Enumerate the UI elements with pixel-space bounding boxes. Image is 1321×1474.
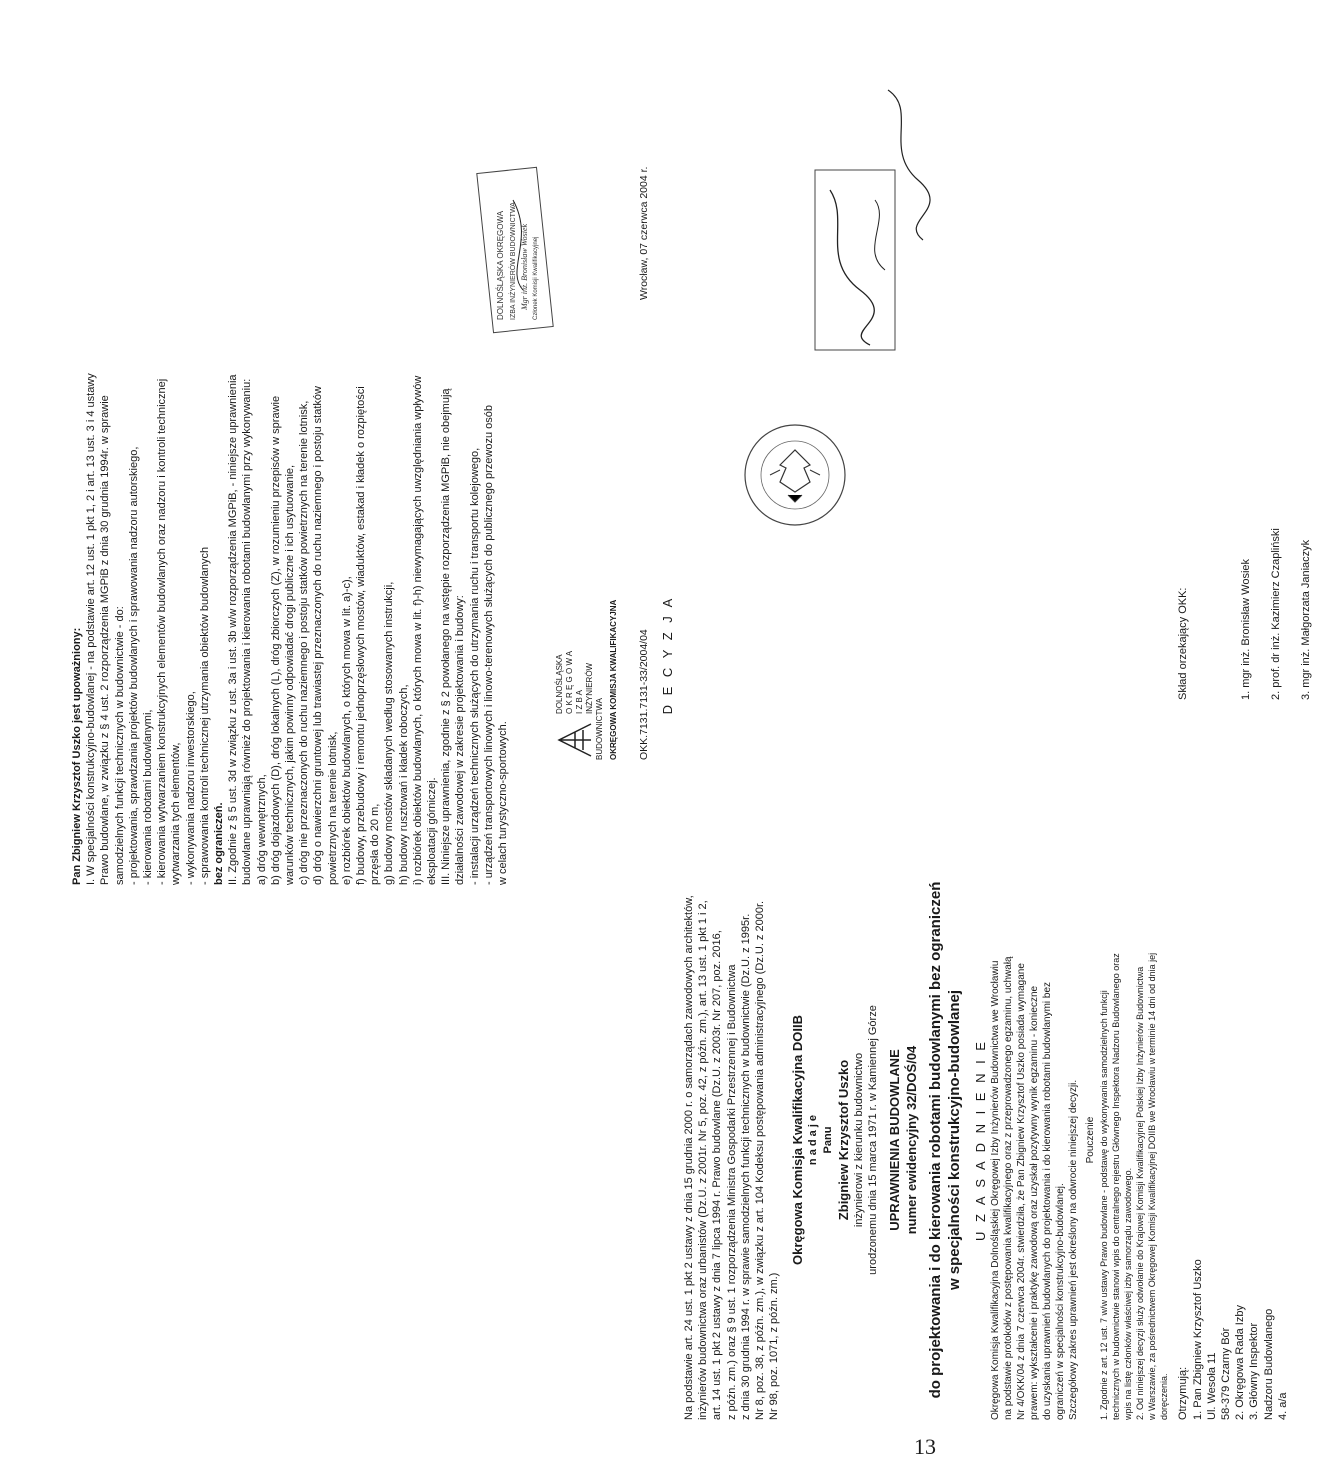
recipient-line: Nadzoru Budowlanego xyxy=(1262,1308,1275,1420)
eagle-seal-icon xyxy=(740,420,850,530)
person-birth: urodzonemu dnia 15 marca 1971 r. w Kamiennej Górze xyxy=(867,1005,880,1275)
scope-line: bez ograniczeń. xyxy=(213,802,226,885)
scope-line: - wykonywania nadzoru inwestorskiego, xyxy=(184,691,197,885)
scope-line: II. Zgodnie z § 5 ust. 3d w związku z ust. 3a i ust. 3b w/w rozporządzenia MGPiB, - niniejsze uprawnienia xyxy=(227,374,240,885)
scope-line: eksploatacji górniczej. xyxy=(426,777,439,885)
justification-line: prawem: wykształcenie i praktykę zawodową oraz uzyskał pozytywny wynik egzaminu - konieczne xyxy=(1029,985,1041,1420)
logo-text-1: DOLNOŚLĄSKA xyxy=(555,654,564,714)
justification-line: Okręgowa Komisja Kwalifikacyjna Dolnośląskiej Okręgowej Izby Inżynierów Budownictwa we Wrocławiu xyxy=(990,960,1002,1420)
person-title: inżynierowi z kierunku budownictwo xyxy=(852,1052,865,1228)
instruction-line: 1. Zgodnie z art. 12 ust. 7 w/w ustawy Prawo budowlane - podstawę do wykonywania samodzielnych funkcji xyxy=(1099,990,1110,1420)
legal-basis-line: Nr 8, poz. 38, z późn. zm.), w związku z art. 104 Kodeksu postępowania administracyjnego (Dz.U. z 2000r. xyxy=(754,900,767,1420)
recipient-line: 3. Główny Inspektor xyxy=(1248,1322,1261,1420)
commission-line: OKRĘGOWA KOMISJA KWALIFIKACYJNA xyxy=(609,599,618,760)
recipients-list xyxy=(1191,1259,1290,1420)
recipient-line: Ul. Wesoła 11 xyxy=(1205,1352,1218,1420)
scope-line: powietrznych na terenie lotnisk, xyxy=(326,731,339,885)
round-stamp-left xyxy=(480,165,550,335)
legal-basis-line: inżynierów budownictwa oraz urbanistów (Dz.U. z 2001r. Nr 5, poz. 42, z późn. zm.), art. 13 ust. 1 pkt 1 i 2, xyxy=(697,900,710,1420)
scope-line: w celach turystyczno-sportowych. xyxy=(497,721,510,885)
scope-line: - sprawowania kontroli technicznej utrzymania obiektów budowlanych xyxy=(198,546,211,885)
signature-marks xyxy=(878,70,938,250)
scope-line: b) dróg dojazdowych (D), dróg lokalnych (L), dróg zbiorczych (Z), w rozumieniu przepisów w sprawie xyxy=(269,395,282,885)
scope-line: warunków technicznych, jakim powinny odpowiadać drogi publiczne i ich usytuowanie, xyxy=(284,464,297,885)
justification-text xyxy=(989,90,1080,1420)
scope-line: Prawo budowlane, w związku z § 4 ust. 2 rozporządzenia MGPiB z dnia 30 grudnia 1994r. w sprawie xyxy=(99,395,112,885)
scope-line: f) budowy, przebudowy i remontu jednoprzęsłowych mostów, wiaduktów, estakad i kładek o rozpiętości xyxy=(355,386,368,885)
scope-line: d) dróg o nawierzchni gruntowej lub trawiastej przeznaczonych do ruchu naziemnego i postoju statków xyxy=(312,386,325,885)
scope-line: budowlane uprawniają również do projektowania i kierowania robotami budowlanymi przy wykonywaniu: xyxy=(241,378,254,885)
legal-basis-line: Na podstawie art. 24 ust. 1 pkt 2 ustawy z dnia 15 grudnia 2000 r. o samorządach zawodowych architektów, xyxy=(683,895,695,1420)
logo-text-3: I Z B A xyxy=(575,689,584,714)
instruction-line: wpis na listę członków właściwej izby samorządu zawodowego. xyxy=(1123,1167,1134,1420)
person-name: Zbigniew Krzysztof Uszko xyxy=(835,1059,851,1221)
reference-number: OKK.7131.7131-33/2004/04 xyxy=(638,629,650,760)
recipient-line: 58-379 Czarny Bór xyxy=(1220,1327,1233,1420)
justification-title: U Z A S A D N I E N I E xyxy=(973,1039,989,1241)
instruction-line: 2. Od niniejszej decyzji służy odwołanie do Krajowej Komisji Kwalifikacyjnej Polskiej Izby Inżynierów Budownictwa xyxy=(1135,966,1146,1420)
recipient-line: 1. Pan Zbigniew Krzysztof Uszko xyxy=(1191,1259,1204,1420)
scope-column xyxy=(70,95,550,885)
scope-line: - kierowania wytwarzaniem konstrukcyjnych elementów budowlanych oraz nadzoru i kontroli technicznej xyxy=(156,378,169,885)
legal-basis-line: z późn. zm.) oraz § 9 ust. 1 rozporządzenia Ministra Gospodarki Przestrzennej i Budownictwa xyxy=(725,964,738,1420)
scope-line: g) budowy mostów składanych według stosowanych instrukcji, xyxy=(383,581,396,885)
legal-basis-line: Nr 98, poz. 1071, z późn. zm.) xyxy=(768,1272,781,1420)
scope-line: h) budowy rusztowań i kładek roboczych, xyxy=(397,684,410,885)
izba-logo-icon xyxy=(555,720,595,760)
scope-line: działalności zawodowej w zakresie projektowania i budowy: xyxy=(454,595,467,885)
stamp-line-2: IZBA INŻYNIERÓW BUDOWNICTWA xyxy=(510,202,517,320)
recipient-line: 2. Okręgowa Rada Izby xyxy=(1234,1305,1247,1420)
justification-line: do uzyskania uprawnień budowlanych do projektowania i do kierowania robotami budowlanymi bez xyxy=(1042,981,1054,1420)
logo-text-2: O K R Ę G O W A xyxy=(565,650,574,714)
panel-title: Skład orzekający OKK: xyxy=(1177,587,1190,700)
page-number: 13 xyxy=(914,1434,936,1459)
justification-line: ograniczeń w specjalności konstrukcyjno-budowlanej. xyxy=(1055,1183,1067,1420)
legal-basis-line: z dnia 30 grudnia 1994 r. w sprawie samodzielnych funkcji technicznych w budownictwie (Dz.U. z 1995r. xyxy=(739,913,752,1420)
panel-members xyxy=(1231,528,1321,700)
decision-title: D E C Y Z J A xyxy=(660,595,675,715)
place-date: Wrocław, 07 czerwca 2004 r. xyxy=(638,166,650,300)
grant-verb: n a d a j e xyxy=(807,1114,820,1166)
scope-line: - urządzeń transportowych linowych i linowo-terenowych służących do publicznego przewozu osób xyxy=(482,405,495,885)
recipient-line: 4. a/a xyxy=(1276,1392,1289,1420)
permit-scope-1: do projektowania i do kierowania robotami budowlanymi bez ograniczeń xyxy=(927,881,945,1399)
permit-number: numer ewidencyjny 32/DOŚ/04 xyxy=(904,1045,920,1235)
instruction-line: w Warszawie, za pośrednictwem Okręgowej Komisji Kwalifikacyjnej DOIIB we Wrocławiu w terminie 14 dni od dnia jej xyxy=(1147,952,1158,1420)
stamp-line-1: DOLNOŚLĄSKA OKRĘGOWA xyxy=(496,210,505,320)
permit-title: UPRAWNIENIA BUDOWLANE xyxy=(887,1049,903,1231)
scope-line: samodzielnych funkcji technicznych w budownictwie - do: xyxy=(113,606,126,885)
justification-line: Nr 4/OKK/04 z dnia 7 czerwca 2004r. stwierdziła, że Pan Zbigniew Krzysztof Uszko posiada wymagane xyxy=(1016,963,1028,1420)
permit-scope-2: w specjalności konstrukcyjno-budowlanej xyxy=(946,989,964,1291)
instruction-line: doręczenia. xyxy=(1159,1373,1170,1420)
instructions-text xyxy=(1098,90,1170,1420)
logo-text-5: BUDOWNICTWA xyxy=(595,698,604,760)
panel-member: 1. mgr inż. Bronisław Wosiek xyxy=(1239,558,1252,700)
recipients-title: Otrzymują: xyxy=(1177,1366,1190,1420)
panel-member: 2. prof. dr inż. Kazimierz Czapliński xyxy=(1269,528,1282,700)
logo-block xyxy=(555,520,621,760)
scope-line: c) dróg nie przeznaczonych do ruchu naziemnego i postoju statków powietrznych na terenie lotnisk, xyxy=(298,400,311,885)
justification-line: na podstawie protokołów z postępowania kwalifikacyjnego oraz z przeprowadzonego egzaminu, uchwałą xyxy=(1003,956,1015,1420)
grant-to: Panu xyxy=(821,1126,834,1154)
scope-heading: Pan Zbigniew Krzysztof Uszko jest upoważniony: xyxy=(71,627,83,885)
scope-line: - instalacji urządzeń technicznych służących do utrzymania ruchu i transportu kolejowego, xyxy=(468,447,481,885)
scope-line: - kierowania robotami budowlanymi, xyxy=(142,709,155,885)
legal-basis xyxy=(682,90,781,1420)
legal-basis-line: art. 14 ust. 1 pkt 2 ustawy z dnia 7 lipca 1994 r. Prawo budowlane (Dz.U. z 2003r. Nr 207, poz. 2016, xyxy=(711,930,724,1420)
scope-line: wytwarzania tych elementów, xyxy=(170,742,183,885)
scope-line: przęsła do 20 m, xyxy=(369,803,382,885)
rotated-document xyxy=(40,40,1312,1420)
panel-member: 3. mgr inż. Małgorzata Janiaczyk xyxy=(1299,539,1312,700)
justification-line: Szczegółowy zakres uprawnień jest określony na odwrocie niniejszej decyzji. xyxy=(1068,1079,1080,1420)
scope-line: III. Niniejsze uprawnienia, zgodnie z § 2 powołanego na wstępie rozporządzenia MGPiB, nie obejmują xyxy=(440,388,453,885)
scope-line: - projektowania, sprawdzania projektów budowlanych i sprawowania nadzoru autorskiego, xyxy=(127,446,140,885)
scope-line: i) rozbiórek obiektów budowlanych, o których mowa w lit. f)-h) niewymagających uwzględniania wpływów xyxy=(411,375,424,885)
stamp-line-3: Mgr inż. Bronisław Wosiek xyxy=(520,223,529,310)
instruction-line: technicznych w budownictwie stanowi wpis do centralnego rejestru Głównego Inspektora Nadzoru Budowlanego oraz xyxy=(1111,953,1122,1420)
scope-line: e) rozbiórek obiektów budowlanych, o których mowa w lit. a)-c), xyxy=(340,576,353,885)
scope-lines xyxy=(84,95,510,885)
scope-line: a) dróg wewnętrznych, xyxy=(255,774,268,885)
stamp-line-4: Członek Komisji Kwalifikacyjnej xyxy=(533,236,539,320)
grant-org: Okręgowa Komisja Kwalifikacyjna DOIIB xyxy=(790,1015,806,1265)
instruction-title: Pouczenie xyxy=(1085,1116,1097,1164)
logo-text-4: INŻYNIERÓW xyxy=(585,662,594,714)
scope-line: I. W specjalności konstrukcyjno-budowlanej - na podstawie art. 12 ust. 1 pkt 1, 2 i art. 13 ust. 3 i 4 ustawy xyxy=(85,373,98,885)
